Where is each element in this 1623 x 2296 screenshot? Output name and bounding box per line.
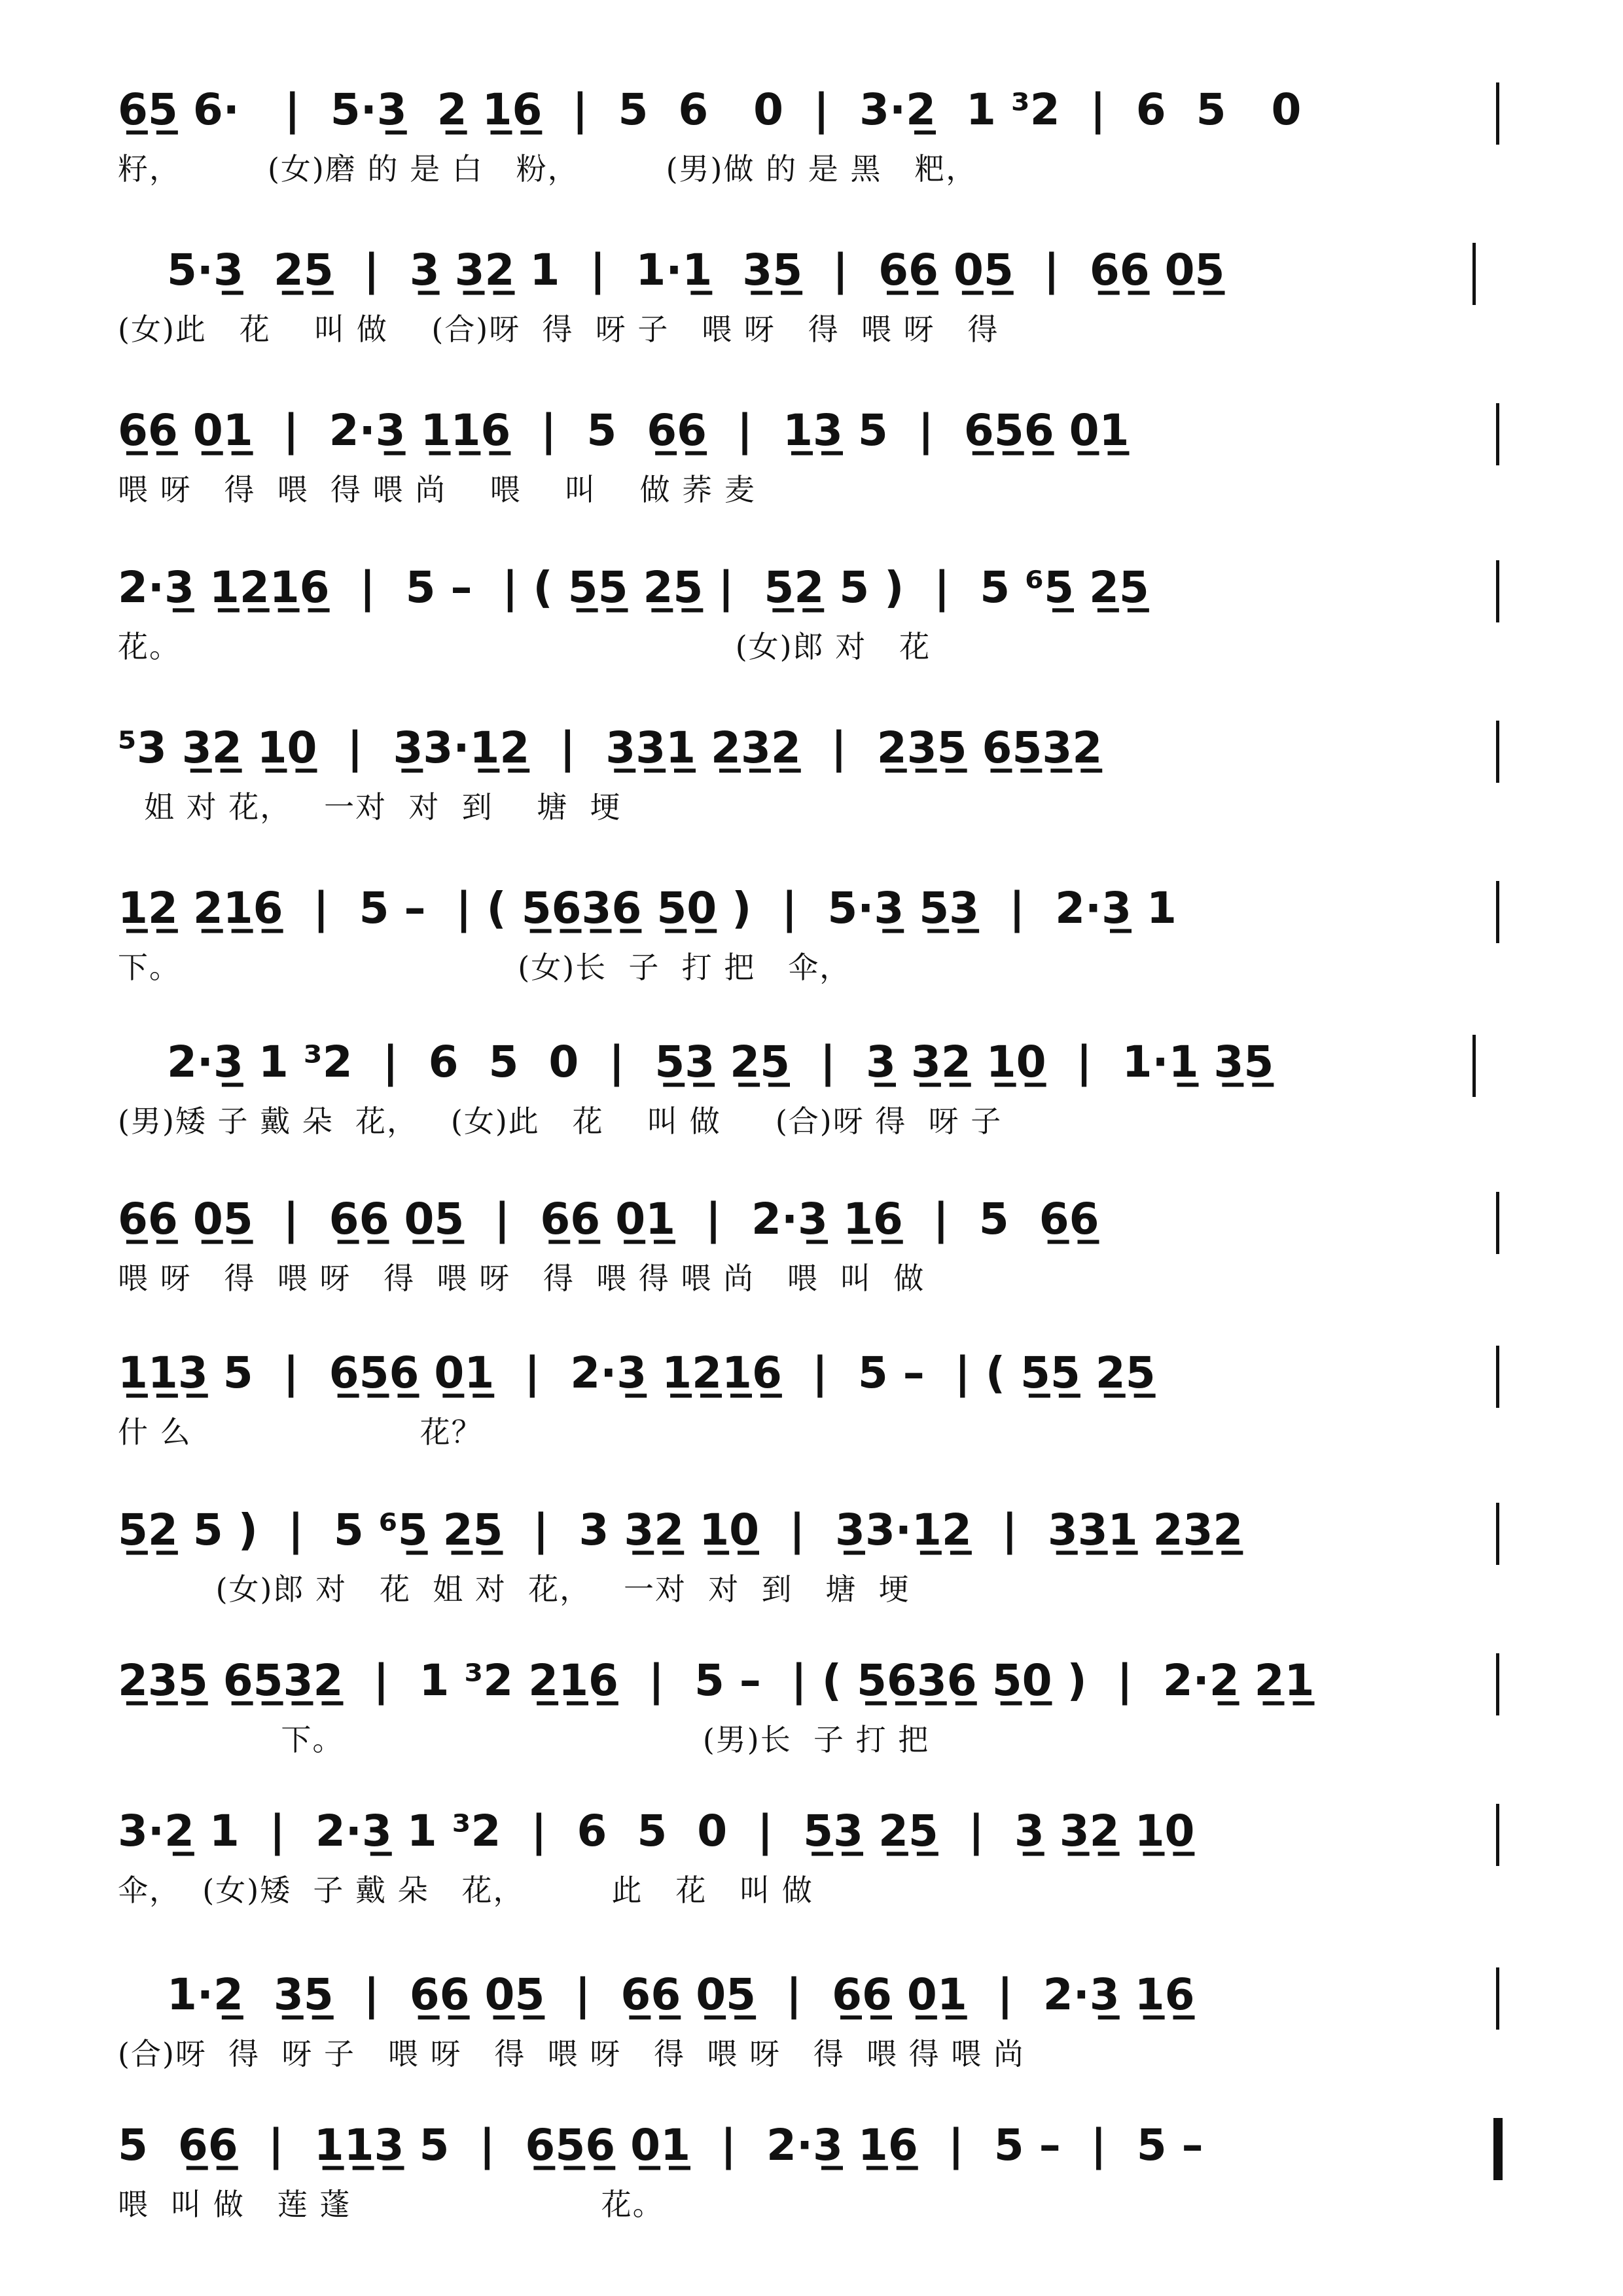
notation-line: 1·2̲ 3̲5̲ | 6̲6̲ 0̲5̲ | 6̲6̲ 0̲5̲ | 6̲6̲ 0̲1̲ | 2·3̲ 1̲6̲ [167, 1969, 1195, 2020]
barline [1472, 1035, 1476, 1097]
lyric-line: 喂 呀 得 喂 得 喂 尚 喂 叫 做 荞 麦 [118, 472, 756, 507]
score-system-9 [0, 1329, 1623, 1492]
barline [1496, 1653, 1499, 1715]
barline [1496, 82, 1499, 145]
lyric-line: 伞， (女)矮 子 戴 朵 花， 此 花 叫 做 [118, 1873, 813, 1908]
score-system-13 [0, 1950, 1623, 2114]
lyric-line: (女)郎 对 花 姐 对 花， 一对 对 到 塘 埂 [118, 1571, 910, 1607]
barline [1496, 1192, 1499, 1254]
barline [1496, 560, 1499, 622]
notation-line: 5̲2̲ 5 ) | 5 ⁶5̲ 2̲5̲ | 3 3̲2̲ 1̲0̲ | 3̲3·1̲2̲ | 3̲3̲1̲ 2̲3̲2̲ [118, 1505, 1243, 1555]
lyric-line: 下。 (女)长 子 打 把 伞， [118, 950, 851, 985]
score-system-4 [0, 543, 1623, 707]
lyric-line: 喂 呀 得 喂 呀 得 喂 呀 得 喂 得 喂 尚 喂 叫 做 [118, 1261, 925, 1296]
barline [1496, 1346, 1499, 1408]
notation-line: 1̲2̲ 2̲1̲6̲ | 5 – | ( 5̲6̲3̲6̲ 5̲0̲ ) | 5·3̲ 5̲3̲ | 2·3̲ 1 [118, 883, 1177, 933]
lyric-line: (男)矮 子 戴 朵 花， (女)此 花 叫 做 (合)呀 得 呀 子 [118, 1103, 1003, 1139]
lyric-line: 姐 对 花， 一对 对 到 塘 埂 [144, 789, 622, 825]
score-system-12 [0, 1787, 1623, 1950]
score-system-2 [0, 226, 1623, 389]
barline [1496, 721, 1499, 783]
score-system-11 [0, 1636, 1623, 1800]
notation-line: ⁵3 3̲2̲ 1̲0̲ | 3̲3·1̲2̲ | 3̲3̲1̲ 2̲3̲2̲ | 2̲3̲5̲ 6̲5̲3̲2̲ [118, 723, 1103, 773]
lyric-line: (女)此 花 叫 做 (合)呀 得 呀 子 喂 呀 得 喂 呀 得 [118, 312, 999, 347]
notation-line: 6̲6̲ 0̲5̲ | 6̲6̲ 0̲5̲ | 6̲6̲ 0̲1̲ | 2·3̲ 1̲6̲ | 5 6̲6̲ [118, 1194, 1099, 1244]
notation-line: 3·2̲ 1 | 2·3̲ 1 ³2 | 6 5 0 | 5̲3̲ 2̲5̲ | 3̲ 3̲2̲ 1̲0̲ [118, 1806, 1195, 1856]
barline [1496, 881, 1499, 943]
lyric-line: 喂 叫 做 莲 蓬 花。 [118, 2187, 664, 2222]
barline [1496, 1967, 1499, 2030]
score-system-8 [0, 1175, 1623, 1338]
notation-line: 2·3̲ 1 ³2 | 6 5 0 | 5̲3̲ 2̲5̲ | 3̲ 3̲2̲ 1̲0̲ | 1·1̲ 3̲5̲ [167, 1037, 1274, 1087]
notation-line: 5·3̲ 2̲5̲ | 3̲ 3̲2̲ 1 | 1·1̲ 3̲5̲ | 6̲6̲ 0̲5̲ | 6̲6̲ 0̲5̲ [167, 245, 1225, 295]
final-barline [1493, 2118, 1503, 2180]
barline [1472, 243, 1476, 305]
lyric-line: 籽， (女)磨 的 是 白 粉， (男)做 的 是 黑 粑， [118, 151, 978, 187]
lyric-line: 花。 (女)郎 对 花 [118, 629, 931, 664]
notation-line: 2·3̲ 1̲2̲1̲6̲ | 5 – | ( 5̲5̲ 2̲5̲ | 5̲2̲ 5 ) | 5 ⁶5̲ 2̲5̲ [118, 562, 1149, 613]
lyric-line: 什 么 花？ [118, 1414, 483, 1450]
score-system-7 [0, 1018, 1623, 1181]
notation-line: 5 6̲6̲ | 1̲1̲3̲ 5 | 6̲5̲6̲ 0̲1̲ | 2·3̲ 1̲6̲ | 5 – | 5 – [118, 2120, 1204, 2170]
score-system-6 [0, 864, 1623, 1028]
notation-line: 6̲6̲ 0̲1̲ | 2·3̲ 1̲1̲6̲ | 5 6̲6̲ | 1̲3̲ 5 | 6̲5̲6̲ 0̲1̲ [118, 405, 1130, 456]
notation-line: 6̲5̲ 6· | 5·3̲ 2̲ 1̲6̲ | 5 6 0 | 3·2̲ 1 ³2 | 6 5 0 [118, 84, 1302, 135]
barline [1496, 403, 1499, 465]
lyric-line: (合)呀 得 呀 子 喂 呀 得 喂 呀 得 喂 呀 得 喂 得 喂 尚 [118, 2036, 1025, 2072]
barline [1496, 1503, 1499, 1565]
notation-line: 1̲1̲3̲ 5 | 6̲5̲6̲ 0̲1̲ | 2·3̲ 1̲2̲1̲6̲ | 5 – | ( 5̲5̲ 2̲5̲ [118, 1348, 1156, 1398]
score-system-10 [0, 1486, 1623, 1649]
score-system-3 [0, 386, 1623, 550]
barline [1496, 1804, 1499, 1866]
notation-line: 2̲3̲5̲ 6̲5̲3̲2̲ | 1 ³2 2̲1̲6̲ | 5 – | ( 5̲6̲3̲6̲ 5̲0̲ ) | 2·2̲ 2̲1̲ [118, 1655, 1315, 1706]
score-system-14 [0, 2101, 1623, 2265]
lyric-line: 下。 (男)长 子 打 把 [118, 1722, 930, 1757]
score-system-1 [0, 65, 1623, 229]
score-system-5 [0, 704, 1623, 867]
